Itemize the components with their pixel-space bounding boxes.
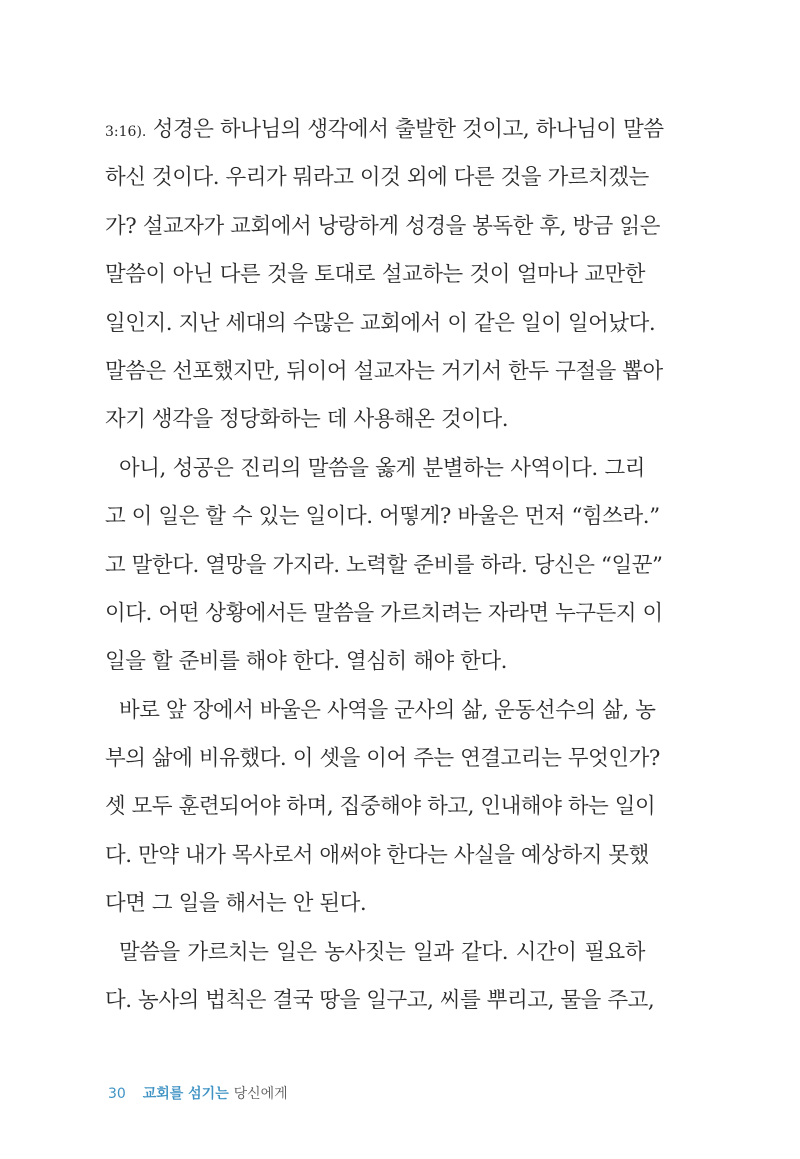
page-number: 30	[108, 1086, 126, 1102]
page-body	[105, 106, 664, 1025]
text-line-17: 다면 그 일을 해서는 안 된다.	[105, 891, 367, 917]
text-line-10: 고 말한다. 열망을 가지라. 노력할 준비를 하라. 당신은 “일꾼”	[105, 552, 663, 578]
text-line-5: 일인지. 지난 세대의 수많은 교회에서 이 같은 일이 일어났다.	[105, 310, 656, 336]
text-line-12: 일을 할 준비를 해야 한다. 열심히 해야 한다.	[105, 649, 508, 675]
book-title-part1: 교회를 섬기는	[142, 1086, 229, 1102]
text-line-14: 부의 삶에 비유했다. 이 셋을 이어 주는 연결고리는 무엇인가?	[105, 746, 660, 772]
text-line-11: 이다. 어떤 상황에서든 말씀을 가르치려는 자라면 누구든지 이	[105, 600, 663, 626]
text-line-13: 바로 앞 장에서 바울은 사역을 군사의 삶, 운동선수의 삶, 농	[119, 697, 656, 723]
text-line-1-content: 성경은 하나님의 생각에서 출발한 것이고, 하나님이 말씀	[146, 117, 664, 142]
book-title-part2: 당신에게	[233, 1086, 288, 1102]
scripture-reference: 3:16).	[105, 124, 147, 140]
text-line-1	[105, 106, 664, 154]
text-line-3: 가? 설교자가 교회에서 낭랑하게 성경을 봉독한 후, 방금 읽은	[105, 213, 660, 239]
text-line-19: 다. 농사의 법칙은 결국 땅을 일구고, 씨를 뿌리고, 물을 주고,	[105, 988, 655, 1014]
text-line-4: 말씀이 아닌 다른 것을 토대로 설교하는 것이 얼마나 교만한	[105, 262, 645, 288]
text-line-7: 자기 생각을 정당화하는 데 사용해온 것이다.	[105, 407, 509, 433]
text-line-9: 고 이 일은 할 수 있는 일이다. 어떻게? 바울은 먼저 “힘쓰라.”	[105, 504, 660, 530]
text-line-16: 다. 만약 내가 목사로서 애써야 한다는 사실을 예상하지 못했	[105, 842, 649, 868]
text-line-15: 셋 모두 훈련되어야 하며, 집중해야 하고, 인내해야 하는 일이	[105, 794, 656, 820]
text-line-18: 말씀을 가르치는 일은 농사짓는 일과 같다. 시간이 필요하	[119, 939, 645, 965]
page-footer	[108, 1083, 288, 1105]
text-line-6: 말씀은 선포했지만, 뒤이어 설교자는 거기서 한두 구절을 뽑아	[105, 358, 663, 384]
text-line-2: 하신 것이다. 우리가 뭐라고 이것 외에 다른 것을 가르치겠는	[105, 165, 649, 191]
text-line-8: 아니, 성공은 진리의 말씀을 옳게 분별하는 사역이다. 그리	[119, 455, 645, 481]
